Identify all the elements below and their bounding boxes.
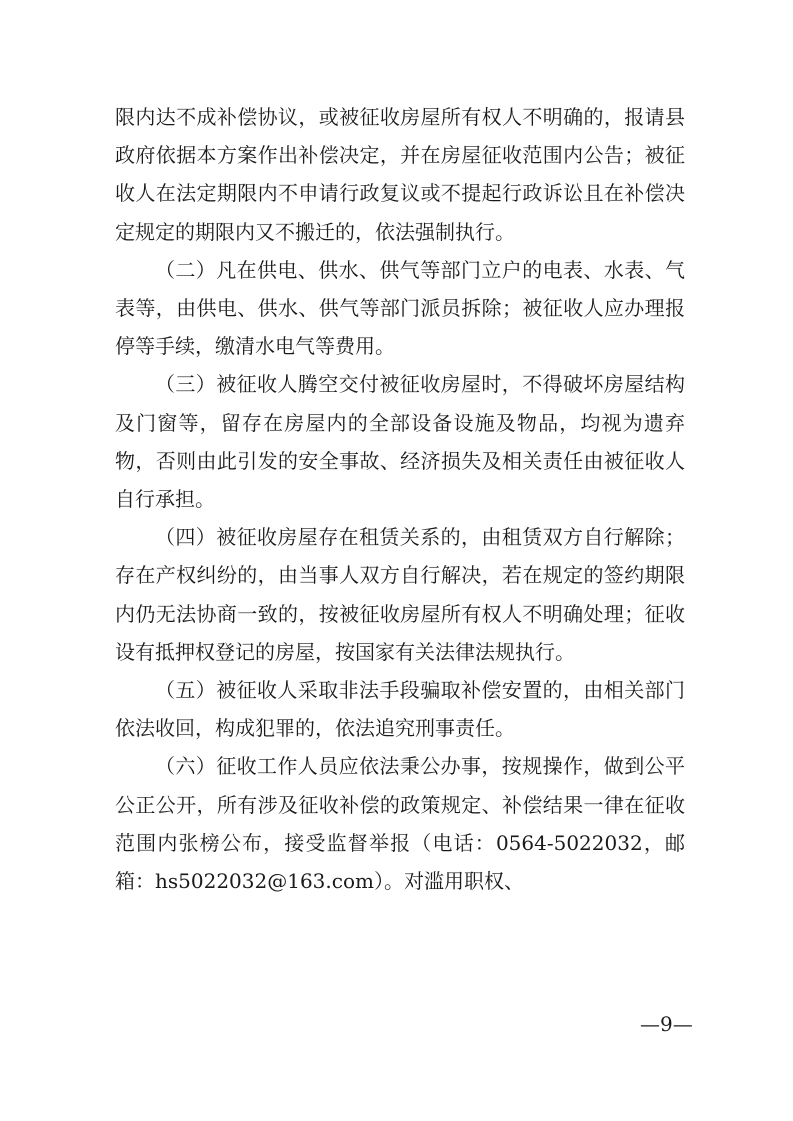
paragraph-item-3: （三）被征收人腾空交付被征收房屋时，不得破坏房屋结构及门窗等，留存在房屋内的全部设备设施及物品，均视为遗弃物，否则由此引发的安全事故、经济损失及相关责任由被征收人自行承担。 (115, 372, 685, 512)
paragraph-item-2: （二）凡在供电、供水、供气等部门立户的电表、水表、气表等，由供电、供水、供气等部门派员拆除；被征收人应办理报停等手续，缴清水电气等费用。 (115, 257, 685, 359)
paragraph-item-6: （六）征收工作人员应依法秉公办事，按规操作，做到公平公正公开，所有涉及征收补偿的政策规定、补偿结果一律在征收范围内张榜公布，接受监督举报（电话：0564-5022032，邮箱：hs5022032@163.com）。对滥用职权、 (115, 754, 685, 894)
paragraph-item-4: （四）被征收房屋存在租赁关系的，由租赁双方自行解除；存在产权纠纷的，由当事人双方自行解决，若在规定的签约期限内仍无法协商一致的，按被征收房屋所有权人不明确处理；征收设有抵押权登记的房屋，按国家有关法律法规执行。 (115, 525, 685, 664)
body-text (115, 98, 685, 900)
paragraph-continuation: 限内达不成补偿协议，或被征收房屋所有权人不明确的，报请县政府依据本方案作出补偿决定，并在房屋征收范围内公告；被征收人在法定期限内不申请行政复议或不提起行政诉讼且在补偿决定规定的期限内又不搬迁的，依法强制执行。 (115, 105, 685, 244)
page-number: —9— (640, 1012, 693, 1036)
paragraph-item-5: （五）被征收人采取非法手段骗取补偿安置的，由相关部门依法收回，构成犯罪的，依法追究刑事责任。 (115, 678, 685, 741)
